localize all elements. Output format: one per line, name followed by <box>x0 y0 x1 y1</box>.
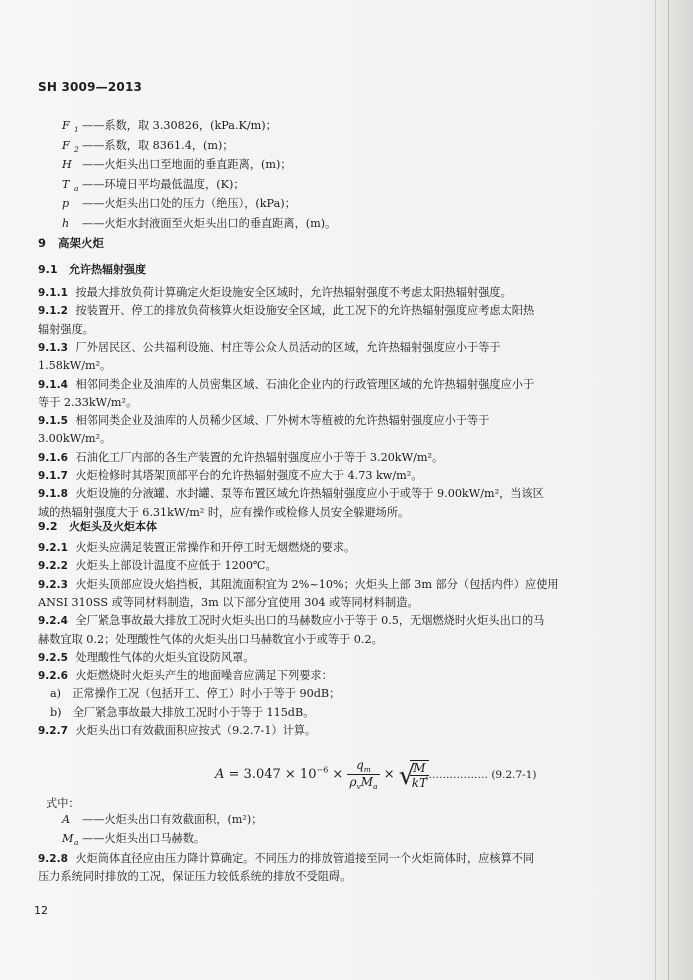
definition-text: ——火炬头出口处的压力（绝压），(kPa)； <box>82 197 296 210</box>
clause-text: 赫数宜取 0.2；处理酸性气体的火炬头出口马赫数宜小于或等于 0.2。 <box>38 632 383 646</box>
definition-symbol: M <box>62 832 74 845</box>
clause-text: 石油化工厂内部的各生产装置的允许热辐射强度应小于等于 3.20kW/m²。 <box>75 450 444 464</box>
times-sign: × <box>383 767 395 782</box>
clause-number: 9.2.4 <box>38 615 68 628</box>
clause-number: 9.2.5 <box>38 651 68 664</box>
clause-line <box>38 413 489 429</box>
page-number: 12 <box>34 904 48 917</box>
clause-text: 火炬筒体直径应由压力降计算确定。不同压力的排放管道接至同一个火炬筒体时，应核算不同 <box>75 852 535 865</box>
clause-text: 处理酸性气体的火炬头宜设防风罩。 <box>75 650 255 664</box>
clause-number: 9.1.3 <box>38 341 68 354</box>
clause-continuation <box>38 431 111 446</box>
clause-line <box>38 723 316 739</box>
formula-coefficient: = 3.047 × 10 <box>228 767 317 782</box>
fraction-numerator: q <box>356 758 364 772</box>
definition-row <box>62 831 205 850</box>
definition-row <box>62 812 262 831</box>
clause-continuation <box>50 705 314 720</box>
definition-subscript: 1 <box>74 125 79 134</box>
definition-row <box>62 157 292 176</box>
clause-number: 9.1.6 <box>38 451 68 464</box>
clause-number: 9.1.2 <box>38 305 68 318</box>
definition-row <box>62 118 277 137</box>
formula-fraction <box>347 758 379 791</box>
definition-symbol: F <box>62 138 70 152</box>
clause-line <box>38 486 544 502</box>
clause-line <box>38 650 254 666</box>
clause-text: 火炬头应满足装置正常操作和开停工时无烟燃烧的要求。 <box>75 541 356 554</box>
clause-number: 9.1.4 <box>38 378 68 391</box>
clause-text: 1.58kW/m²。 <box>38 359 112 373</box>
clause-text: 火炬头顶部应设火焰挡板，其阻流面积宜为 2%~10%；火炬头上部 3m 部分（包括内件）应使用 <box>75 577 559 591</box>
clause-line <box>38 613 544 629</box>
definition-row <box>62 216 336 235</box>
clause-text: 全厂紧急事故最大排放工况时火炬头出口的马赫数应小于等于 0.5，无烟燃烧时火炬头出口的马 <box>75 614 545 628</box>
clause-text: 辐射强度。 <box>38 322 94 336</box>
definition-symbol: p <box>62 197 70 210</box>
definition-symbol: h <box>62 216 70 230</box>
definition-text: ——环境日平均最低温度，(K)； <box>82 177 245 191</box>
definition-text: ——系数，取 8361.4，(m)； <box>82 138 234 152</box>
clause-continuation <box>38 322 94 337</box>
page-fold-line <box>655 0 656 980</box>
definition-text: ——火炬头出口马赫数。 <box>82 832 206 845</box>
where-label: 式中： <box>46 797 80 810</box>
clause-text: ANSI 310SS 或等同材料制造，3m 以下部分宜使用 304 或等同材料制造。 <box>38 595 419 609</box>
clause-continuation <box>50 686 340 701</box>
numerator-subscript: m <box>363 765 371 774</box>
clause-line <box>38 558 277 574</box>
clause-text: 火炬头上部设计温度不应低于 1200℃。 <box>75 559 277 573</box>
clause-number: 9.2.2 <box>38 560 68 573</box>
definition-row <box>62 138 234 157</box>
definition-text: ——火炬水封液面至火炬头出口的垂直距离，(m)。 <box>82 216 337 230</box>
clause-text: 相邻同类企业及油库的人员密集区域、石油化企业内的行政管理区域的允许热辐射强度应小于 <box>75 377 535 391</box>
clause-number: 9.1.1 <box>38 287 68 299</box>
clause-number: 9.2.6 <box>38 670 68 683</box>
clause-text: 等于 2.33kW/m²。 <box>38 395 138 409</box>
clause-number: 9.2.7 <box>38 725 68 737</box>
clause-continuation <box>38 632 383 647</box>
section-9-heading <box>38 236 104 251</box>
clause-line <box>38 340 501 356</box>
clause-continuation <box>38 505 409 520</box>
clause-number: 9.1.8 <box>38 488 68 501</box>
clause-text: b) 全厂紧急事故最大排放工况时小于等于 115dB。 <box>50 705 315 719</box>
subsection-number: 9.1 <box>38 263 58 276</box>
clause-number: 9.1.7 <box>38 470 68 482</box>
clause-line <box>38 668 333 684</box>
clause-number: 9.2.8 <box>38 853 68 865</box>
clause-line <box>38 577 559 593</box>
definition-symbol: T <box>62 177 70 191</box>
clause-text: 域的热辐射强度大于 6.31kW/m² 时，应有操作或检修人员安全躲避场所。 <box>38 505 410 519</box>
clause-number: 9.1.5 <box>38 415 68 428</box>
m-subscript: a <box>373 782 378 791</box>
root-denominator: kT <box>411 775 428 790</box>
clause-continuation <box>38 395 137 410</box>
clause-line <box>38 377 534 393</box>
definition-text: ——火炬头出口至地面的垂直距离，(m)； <box>82 158 292 171</box>
clause-text: 3.00kW/m²。 <box>38 432 112 446</box>
radical-sign-icon: √ <box>398 760 416 791</box>
clause-line <box>38 303 534 319</box>
definition-subscript: a <box>74 838 79 847</box>
clause-text: 压力系统同时排放的工况，保证压力较低系统的排放不受阻碍。 <box>38 870 352 884</box>
rho-subscript: v <box>356 782 361 791</box>
root-numerator: M <box>413 760 426 775</box>
section-9-2-heading <box>38 519 157 534</box>
definition-symbol: H <box>62 158 72 171</box>
clause-text: 按最大排放负荷计算确定火炬设施安全区域时，允许热辐射强度不考虑太阳热辐射强度。 <box>75 286 512 299</box>
fraction-denominator-m: M <box>360 775 374 789</box>
subsection-title: 允许热辐射强度 <box>69 263 146 276</box>
definition-subscript: 2 <box>74 144 79 154</box>
clause-line <box>38 285 512 301</box>
fraction-denominator-rho: ρ <box>349 775 357 789</box>
standard-code-header: SH 3009—2013 <box>38 80 143 94</box>
definition-text: ——系数，取 3.30826，(kPa.K/m)； <box>82 119 277 132</box>
section-number: 9 <box>38 236 47 250</box>
times-sign: × <box>332 767 344 782</box>
clause-number: 9.2.1 <box>38 542 68 554</box>
subsection-title: 火炬头及火炬本体 <box>69 520 157 533</box>
clause-continuation <box>38 358 111 373</box>
definition-subscript: a <box>74 183 79 193</box>
clause-text: 火炬燃烧时火炬头产生的地面噪音应满足下列要求： <box>75 669 333 683</box>
definition-row <box>62 177 245 196</box>
clause-line <box>38 450 443 466</box>
clause-text: 火炬设施的分液罐、水封罐、泵等布置区域允许热辐射强度应小于或等于 9.00kW/m²，当该区 <box>75 487 544 501</box>
clause-line <box>38 851 534 867</box>
clause-line <box>38 540 355 556</box>
subsection-number: 9.2 <box>38 520 58 533</box>
clause-continuation <box>38 869 351 884</box>
definition-symbol: F <box>62 119 70 132</box>
clause-text: a) 正常操作工况（包括开工、停工）时小于等于 90dB； <box>50 687 341 701</box>
equation-number: ……………… (9.2.7-1) <box>425 769 537 781</box>
clause-text: 厂外居民区、公共福利设施、村庄等公众人员活动的区域，允许热辐射强度应小于等于 <box>75 340 501 354</box>
clause-text: 火炬头出口有效截面积应按式（9.2.7-1）计算。 <box>75 724 317 737</box>
page-fold-line <box>668 0 669 980</box>
clause-text: 相邻同类企业及油库的人员稀少区域、厂外树木等植被的允许热辐射强度应小于等于 <box>75 414 490 428</box>
clause-number: 9.2.3 <box>38 578 68 591</box>
formula-lhs: A <box>215 767 225 782</box>
clause-continuation <box>38 595 419 610</box>
clause-line <box>38 468 422 484</box>
section-9-1-heading <box>38 262 146 277</box>
formula-exponent: −6 <box>316 765 329 775</box>
formula-9-2-7-1 <box>215 758 429 791</box>
section-title: 高架火炬 <box>58 236 105 250</box>
clause-text: 按装置开、停工的排放负荷核算火炬设施安全区域，此工况下的允许热辐射强度应考虑太阳热 <box>75 304 535 318</box>
definition-row <box>62 196 296 215</box>
clause-text: 火炬检修时其塔架顶部平台的允许热辐射强度不应大于 4.73 kw/m²。 <box>75 469 423 482</box>
definition-text: ——火炬头出口有效截面积，(m²)； <box>82 813 263 826</box>
definition-symbol: A <box>62 813 71 826</box>
